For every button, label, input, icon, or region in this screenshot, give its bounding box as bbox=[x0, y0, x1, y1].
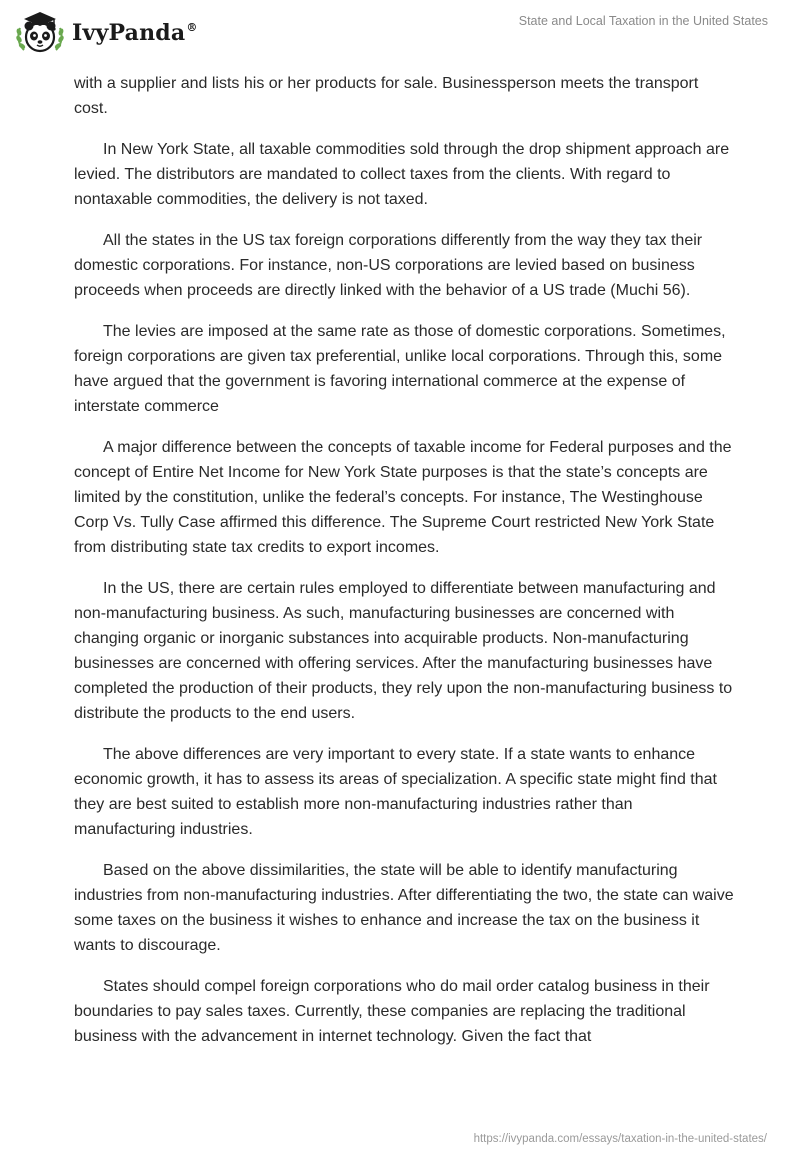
paragraph: All the states in the US tax foreign corporations differently from the way they tax their domestic corporations. For instance, non-US corporations are levied based on business proceeds when proceeds are directly linked with the behavior of a US trade (Muchi 56). bbox=[74, 232, 703, 299]
paragraph: The above differences are very important to every state. If a state wants to enhance economic growth, it has to assess its areas of specialization. A specific state might find that they are best suited to establish more non-manufacturing industries rather than manufacturing industries. bbox=[74, 746, 717, 838]
paragraph: Based on the above dissimilarities, the state will be able to identify manufacturing industries from non-manufacturing industries. After differentiating the two, the state can waive some taxes on the business it wishes to enhance and increase the tax on the business it wants to discourage. bbox=[74, 862, 734, 954]
brand-name: IvyPanda® bbox=[72, 20, 198, 46]
page-header bbox=[0, 0, 800, 70]
paragraph: The levies are imposed at the same rate as those of domestic corporations. Sometimes, foreign corporations are given tax preferential, unlike local corporations. Through this, some have argued that the government is favoring international commerce at the expense of interstate commerce bbox=[74, 323, 726, 415]
paragraph: States should compel foreign corporations who do mail order catalog business in their boundaries to pay sales taxes. Currently, these companies are replacing the traditional business with the advancement in internet technology. Given the fact that bbox=[74, 978, 710, 1045]
paragraph: In the US, there are certain rules employed to differentiate between manufacturing and non-manufacturing business. As such, manufacturing businesses are concerned with changing organic or inorganic substances into acquirable products. Non-manufacturing businesses are concerned with offering services. After the manufacturing businesses have completed the production of their products, they rely upon the non-manufacturing business to distribute the products to the end users. bbox=[74, 580, 733, 722]
panda-logo-icon bbox=[14, 10, 66, 56]
paragraph: In New York State, all taxable commodities sold through the drop shipment approach are levied. The distributors are mandated to collect taxes from the clients. With regard to nontaxable commodities, the delivery is not taxed. bbox=[74, 141, 730, 208]
essay-body bbox=[74, 71, 734, 1065]
paragraph: with a supplier and lists his or her products for sale. Businessperson meets the transport cost. bbox=[74, 75, 699, 117]
registered-mark: ® bbox=[186, 21, 198, 34]
brand-logo[interactable] bbox=[14, 10, 198, 56]
source-url[interactable]: https://ivypanda.com/essays/taxation-in-the-united-states/ bbox=[473, 1133, 767, 1145]
document-title: State and Local Taxation in the United States bbox=[518, 14, 768, 28]
paragraph: A major difference between the concepts of taxable income for Federal purposes and the concept of Entire Net Income for New York State purposes is that the state’s concepts are limited by the constitution, unlike the federal’s concepts. For instance, The Westinghouse Corp Vs. Tully Case affirmed this difference. The Supreme Court restricted New York State from distributing state tax credits to export incomes. bbox=[74, 439, 732, 556]
